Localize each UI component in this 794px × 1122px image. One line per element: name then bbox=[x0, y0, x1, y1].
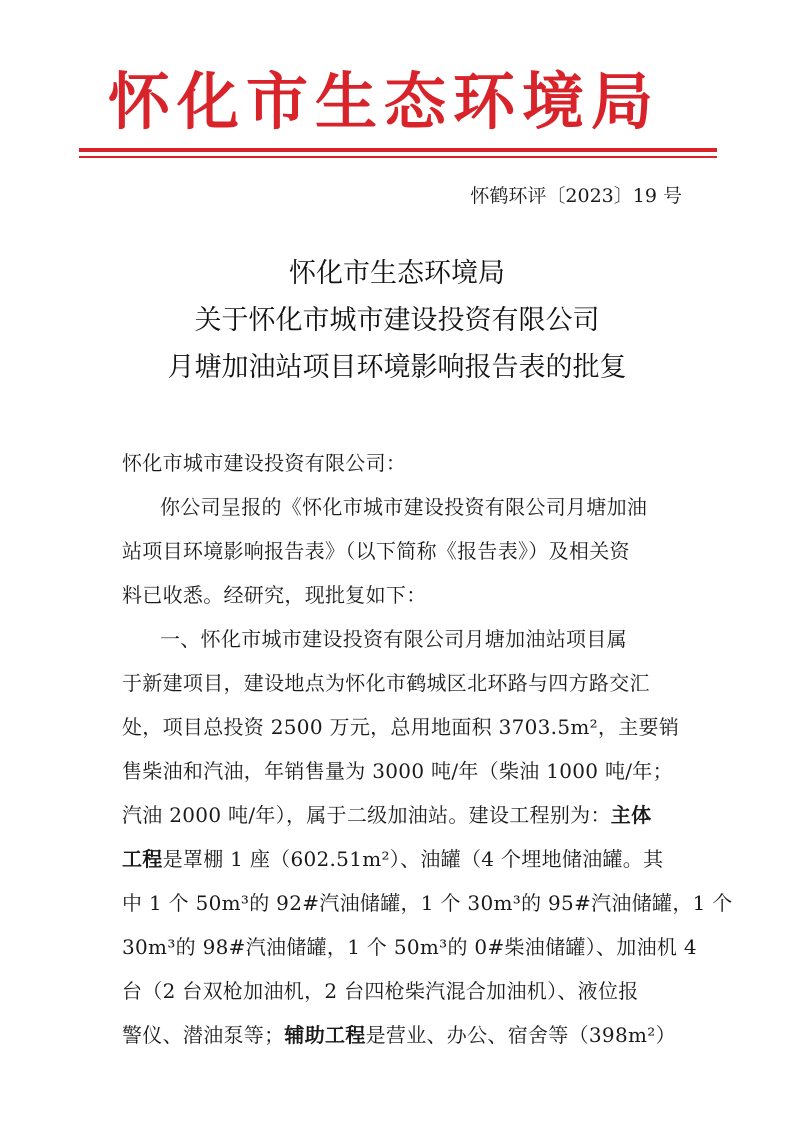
title-line-2: 关于怀化市城市建设投资有限公司 bbox=[194, 305, 600, 336]
paragraph-2-line-10-text-c: 是营业、办公、宿舍等（398m²） bbox=[365, 1023, 676, 1047]
paragraph-2-line-1: 一、怀化市城市建设投资有限公司月塘加油站项目属 bbox=[160, 627, 627, 651]
main-works-label-cont: 工程 bbox=[122, 847, 163, 871]
auxiliary-works-label: 辅助工程 bbox=[284, 1023, 366, 1047]
paragraph-2-line-7: 中 1 个 50m³的 92#汽油储罐，1 个 30m³的 95#汽油储罐，1 个 bbox=[122, 891, 733, 915]
paragraph-2-line-2: 于新建项目，建设地点为怀化市鹤城区北环路与四方路交汇 bbox=[122, 671, 650, 695]
paragraph-2-line-5-text: 汽油 2000 吨/年），属于二级加油站。建设工程别为： bbox=[122, 803, 611, 827]
paragraph-2-line-3: 处，项目总投资 2500 万元，总用地面积 3703.5m²，主要销 bbox=[122, 715, 680, 739]
paragraph-1-line-2: 站项目环境影响报告表》（以下简称《报告表》）及相关资 bbox=[122, 539, 630, 563]
letterhead-org-name: 怀化市生态环境局 bbox=[108, 65, 661, 138]
paragraph-2-line-6 bbox=[122, 845, 682, 873]
letterhead-red-rule-thin bbox=[79, 156, 717, 158]
document-number: 怀鹤环评〔2023〕19 号 bbox=[470, 185, 682, 207]
paragraph-1-line-3: 料已收悉。经研究，现批复如下： bbox=[122, 583, 427, 607]
paragraph-1-line-1: 你公司呈报的《怀化市城市建设投资有限公司月塘加油 bbox=[160, 495, 648, 519]
salutation: 怀化市城市建设投资有限公司： bbox=[122, 451, 407, 475]
paragraph-2-line-6-text: 是罩棚 1 座（602.51m²）、油罐（4 个埋地储油罐。其 bbox=[162, 847, 664, 871]
title-line-1: 怀化市生态环境局 bbox=[289, 258, 505, 289]
paragraph-2-line-10-text-a: 警仪、潜油泵等； bbox=[122, 1023, 285, 1047]
paragraph-2-line-8: 30m³的 98#汽油储罐，1 个 50m³的 0#柴油储罐）、加油机 4 bbox=[122, 935, 697, 959]
paragraph-2-line-4: 售柴油和汽油，年销售量为 3000 吨/年（柴油 1000 吨/年； bbox=[122, 759, 673, 783]
paragraph-2-line-9: 台（2 台双枪加油机，2 台四枪柴汽混合加油机）、液位报 bbox=[122, 979, 639, 1003]
title-line-3: 月塘加油站项目环境影响报告表的批复 bbox=[167, 352, 627, 383]
paragraph-2-line-10 bbox=[122, 1021, 682, 1049]
main-works-label: 主体 bbox=[610, 803, 652, 827]
paragraph-2-line-5 bbox=[122, 801, 682, 829]
letterhead-red-rule-thick bbox=[79, 148, 717, 152]
